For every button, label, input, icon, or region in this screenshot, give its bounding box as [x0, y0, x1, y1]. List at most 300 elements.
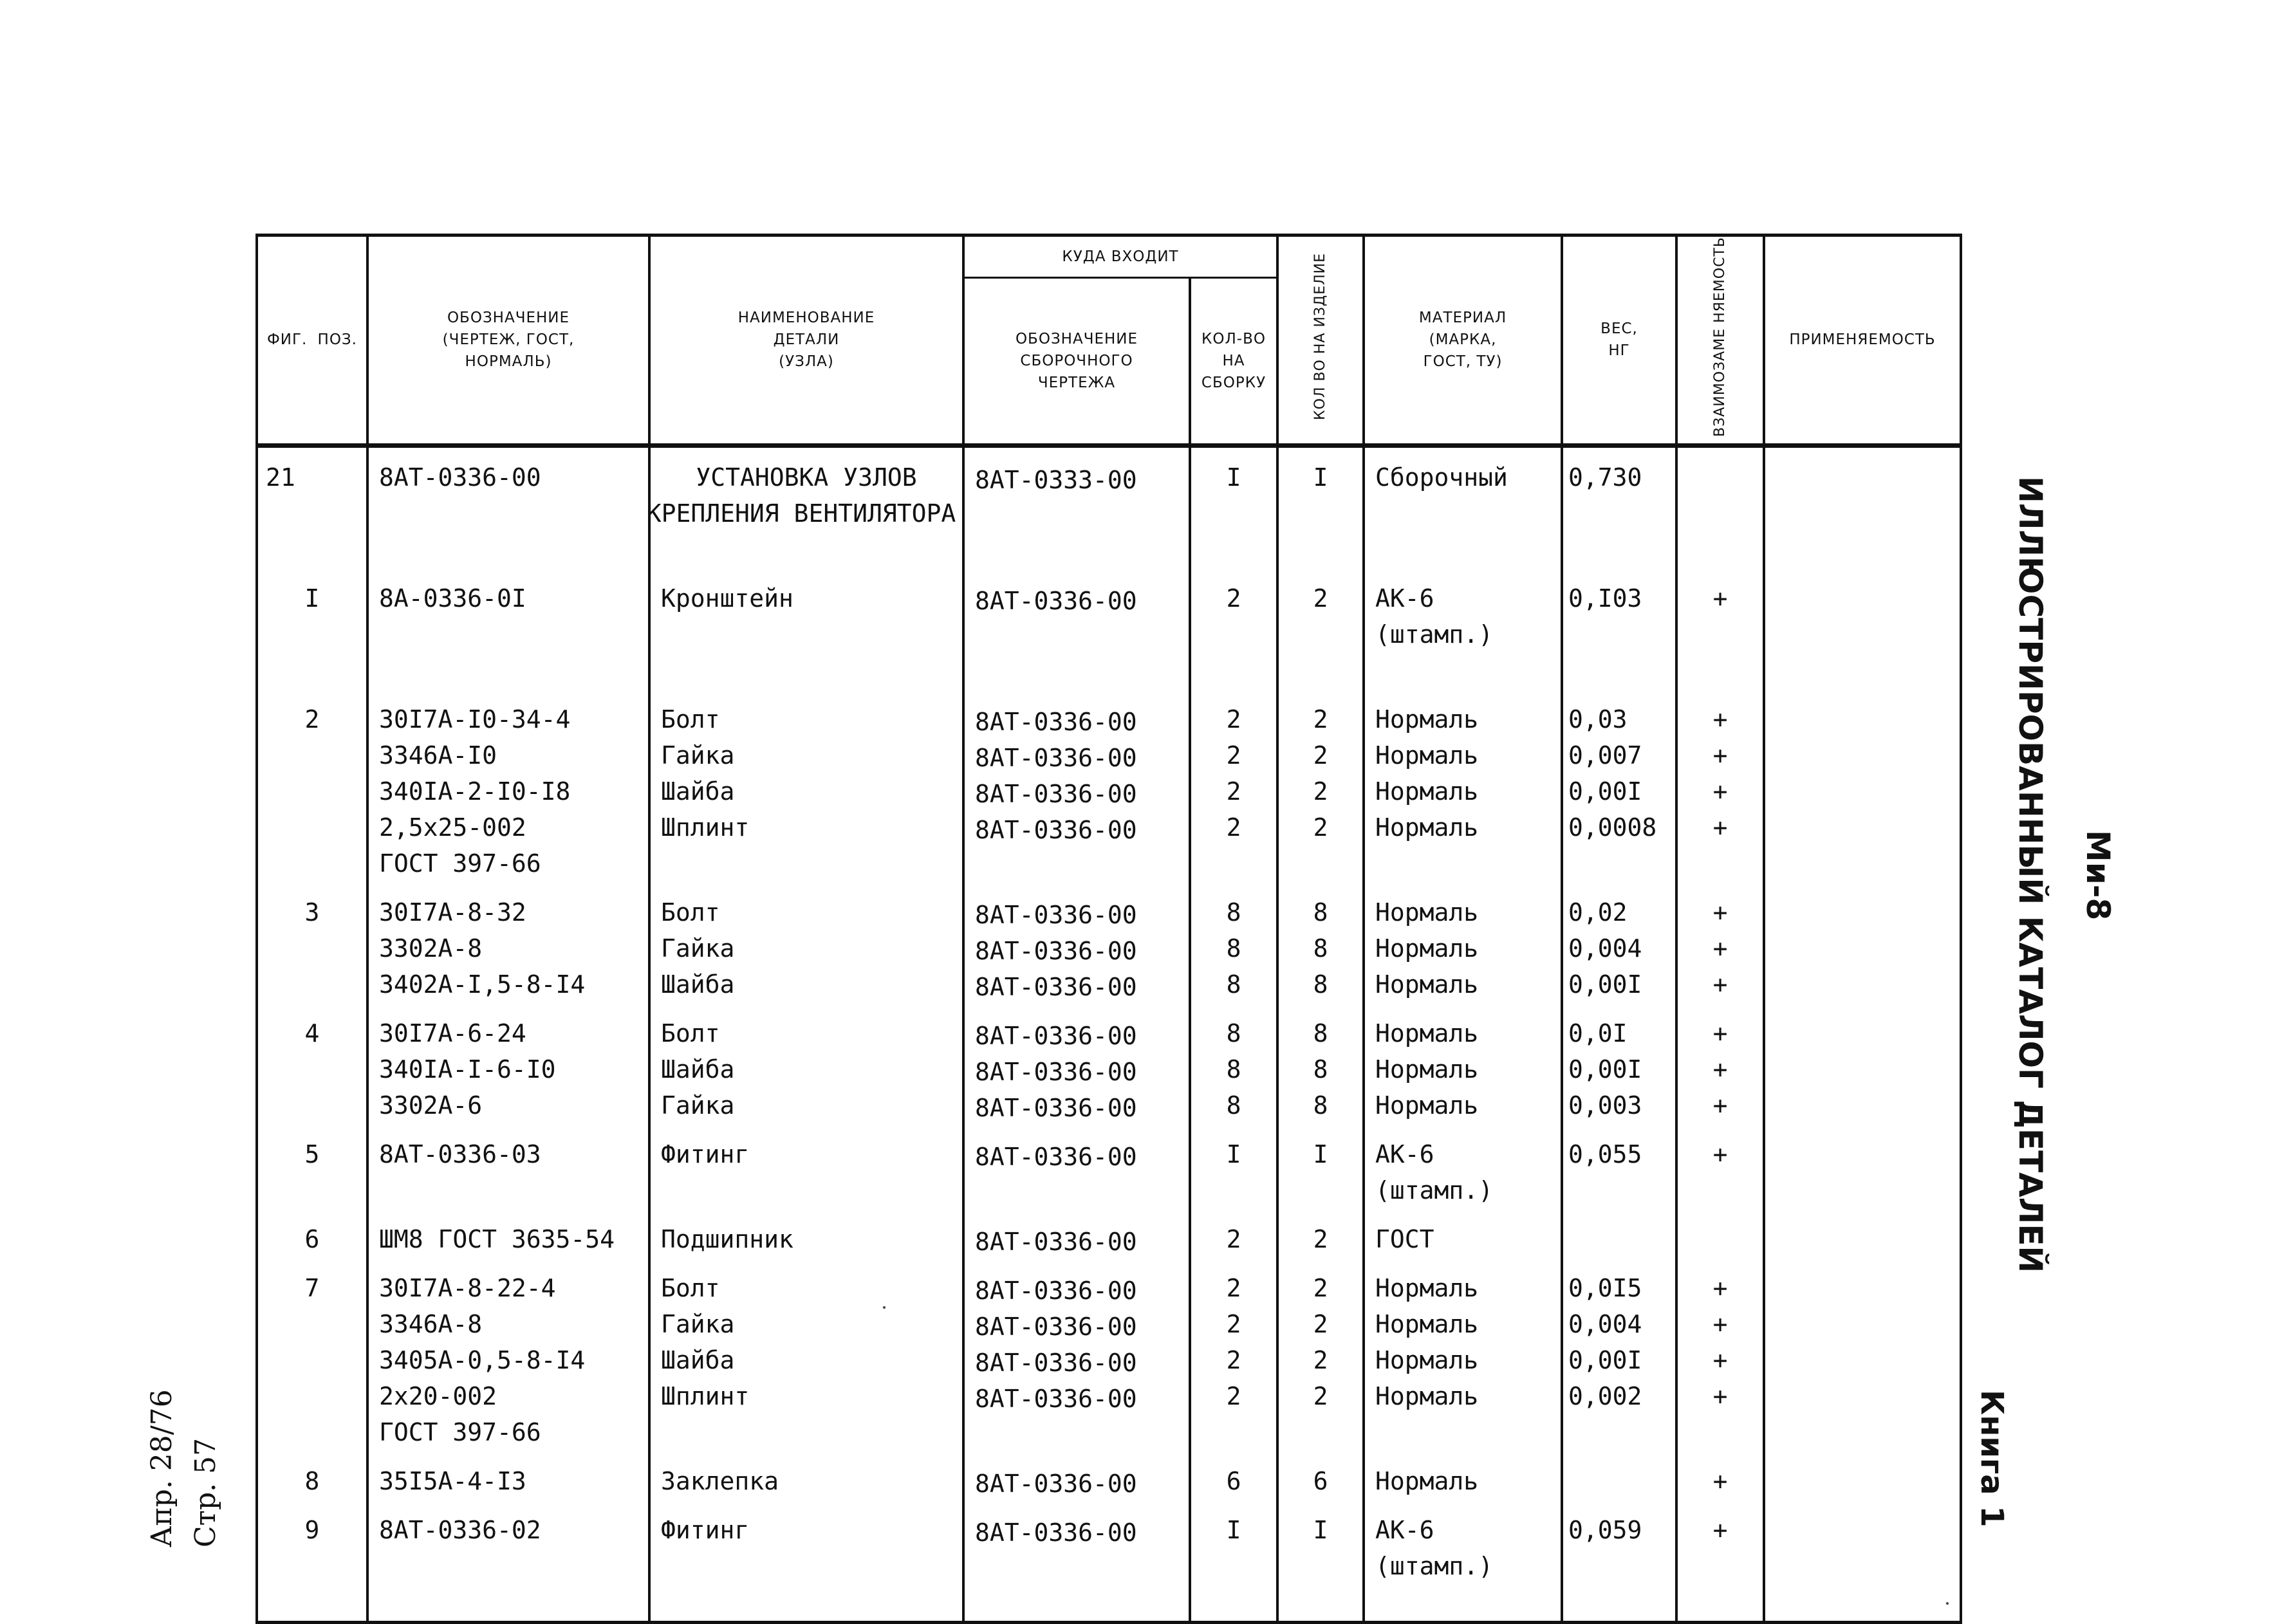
cell-line: 8АТ-0336-00 [975, 1227, 1137, 1256]
cell-line: 6 [304, 1224, 320, 1253]
cell-line [1279, 1548, 1362, 1584]
cell-line: 2 [1226, 1309, 1241, 1338]
row-gap [1279, 1450, 1362, 1463]
cell-line: Шплинт [661, 1381, 750, 1410]
row-gap [1568, 881, 1675, 894]
cell-line: 2 [1226, 1345, 1241, 1374]
header-poz: ПОЗ. [317, 331, 357, 349]
row-gap [1191, 881, 1276, 894]
cell-line [258, 1087, 366, 1123]
cell-line [1765, 1015, 1960, 1051]
header-name-line: (УЗЛА) [779, 353, 834, 371]
row-gap [1365, 567, 1561, 580]
cell-line: Нормаль [1375, 970, 1479, 999]
cell-line: I [1226, 1140, 1241, 1168]
row-gap [1678, 881, 1763, 894]
row-gap [1678, 688, 1763, 701]
cell-line: 3346А-I0 [379, 741, 497, 770]
row-gap [1191, 688, 1276, 701]
row-gap [1365, 1499, 1561, 1512]
cell-line: 8 [1313, 970, 1328, 999]
cell-line: + [1712, 898, 1728, 927]
cell-line: I [304, 584, 320, 613]
cell-line [1678, 652, 1763, 688]
row-gap [1191, 1208, 1276, 1221]
row-gap [369, 1257, 648, 1270]
cell-line [258, 1548, 366, 1584]
cell-line [1765, 1548, 1960, 1584]
row-gap [258, 1450, 366, 1463]
cell-line [1765, 845, 1960, 881]
row-gap [1678, 1499, 1763, 1512]
cell-line: 0,003 [1568, 1091, 1642, 1120]
col-weight [1562, 445, 1676, 1622]
row-gap [1365, 1002, 1561, 1015]
cell-line: 2,5x25-002 [379, 813, 526, 842]
cell-line: 8АТ-0336-00 [975, 743, 1137, 772]
cell-line: 8 [1313, 1019, 1328, 1047]
cell-line [1678, 459, 1763, 495]
cell-line: 2 [1313, 741, 1328, 770]
cell-line: Фитинг [661, 1140, 750, 1168]
cell-line: Болт [661, 898, 720, 927]
cell-line [1365, 495, 1561, 531]
cell-line: Гайка [661, 1091, 735, 1120]
cell-line: 8АТ-0336-00 [975, 972, 1137, 1001]
cell-line [965, 848, 1189, 884]
cell-line [965, 534, 1189, 570]
cell-line: 2 [1226, 777, 1241, 806]
cell-line: 0,03 [1568, 705, 1628, 734]
cell-line: 2 [1313, 1224, 1328, 1253]
row-gap [1765, 1002, 1960, 1015]
cell-line: Нормаль [1375, 777, 1479, 806]
header-name-line: НАИМЕНОВАНИЕ [737, 309, 875, 327]
cell-line [1765, 701, 1960, 737]
row-gap [369, 567, 648, 580]
header-material [1364, 235, 1562, 446]
cell-line: + [1712, 1309, 1728, 1338]
header-interchangeability [1676, 235, 1764, 446]
cell-line: 0,00I [1568, 777, 1642, 806]
cell-line: 8 [1313, 1091, 1328, 1120]
cell-line: 0,00I [1568, 1055, 1642, 1084]
row-gap [1678, 1450, 1763, 1463]
header-where-used: КУДА ВХОДИТ [963, 235, 1277, 278]
cell-line [1765, 1306, 1960, 1342]
cell-line: 8АТ-0336-00 [975, 936, 1137, 965]
book-number: Книга 1 [1974, 1390, 2010, 1527]
col-assembly [963, 445, 1190, 1622]
cell-line [1765, 531, 1960, 567]
cell-line [258, 845, 366, 881]
row-gap [1191, 1257, 1276, 1270]
header-applicability: ПРИМЕНЯЕМОСТЬ [1764, 235, 1961, 446]
cell-line [258, 1051, 366, 1087]
header-assembly-line: СБОРОЧНОГО [1020, 352, 1133, 369]
row-gap [258, 1499, 366, 1512]
col-qty-assembly [1190, 445, 1277, 1622]
cell-line [965, 1175, 1189, 1211]
cell-line [1365, 845, 1561, 881]
header-assembly-line: ЧЕРТЕЖА [1037, 374, 1116, 391]
cell-line: 0,007 [1568, 741, 1642, 770]
cell-line: 2 [1313, 1309, 1328, 1338]
cell-line: I [1226, 1515, 1241, 1544]
cell-line [651, 531, 962, 567]
cell-line [1765, 1342, 1960, 1378]
row-gap [965, 691, 1189, 704]
cell-line [1568, 1463, 1675, 1499]
header-designation [367, 235, 649, 446]
row-gap [1191, 1450, 1276, 1463]
cell-line [1568, 652, 1675, 688]
row-gap [965, 570, 1189, 583]
col-applicability [1764, 445, 1961, 1622]
cell-line [1191, 652, 1276, 688]
cell-line [258, 616, 366, 652]
cell-line: 2 [1313, 813, 1328, 842]
cell-line: + [1712, 1055, 1728, 1084]
parts-catalog-table [255, 234, 1962, 1624]
cell-line [1765, 1414, 1960, 1450]
row-gap [1568, 1123, 1675, 1136]
row-gap [1279, 1123, 1362, 1136]
row-gap [258, 1208, 366, 1221]
cell-line: 8 [1313, 934, 1328, 963]
cell-line [1765, 1051, 1960, 1087]
col-material [1364, 445, 1562, 1622]
cell-line [965, 1551, 1189, 1587]
cell-line: 2 [1226, 813, 1241, 842]
cell-line [258, 652, 366, 688]
cell-line: 8АТ-0336-00 [975, 1312, 1137, 1341]
cell-line: Шплинт [661, 813, 750, 842]
cell-line: Сборочный [1375, 463, 1508, 492]
cell-line: + [1712, 1091, 1728, 1120]
cell-line: + [1712, 741, 1728, 770]
row-gap [1765, 1208, 1960, 1221]
cell-line [1568, 531, 1675, 567]
row-gap [651, 1002, 962, 1015]
cell-line [258, 737, 366, 773]
row-gap [965, 1211, 1189, 1224]
row-gap [1279, 1002, 1362, 1015]
cell-line [258, 495, 366, 531]
cell-line: 3302А-8 [379, 934, 483, 963]
cell-line: 8АТ-0336-00 [975, 586, 1137, 615]
row-gap [651, 1123, 962, 1136]
cell-line: + [1712, 813, 1728, 842]
header-qty-assembly [1190, 278, 1277, 446]
cell-line: ШМ8 ГОСТ 3635-54 [379, 1224, 615, 1253]
row-gap [1678, 1257, 1763, 1270]
revision-date: Апр. 28/76 [145, 1389, 178, 1547]
cell-line: + [1712, 1381, 1728, 1410]
cell-line [258, 531, 366, 567]
cell-line: 0,004 [1568, 1309, 1642, 1338]
cell-line [1191, 845, 1276, 881]
cell-line: ГОСТ [1375, 1224, 1434, 1253]
cell-line: АК-6 [1375, 1140, 1434, 1168]
header-material-line: МАТЕРИАЛ [1418, 309, 1507, 327]
cell-line: 8АТ-0336-00 [975, 1093, 1137, 1122]
cell-line: Болт [661, 705, 720, 734]
row-gap [369, 688, 648, 701]
cell-line: (штамп.) [1375, 1176, 1494, 1204]
row-gap [1191, 1499, 1276, 1512]
cell-line [369, 495, 648, 531]
cell-line [1568, 845, 1675, 881]
cell-line: 0,0I5 [1568, 1273, 1642, 1302]
cell-line: КРЕПЛЕНИЯ ВЕНТИЛЯТОРА [646, 499, 956, 528]
cell-line: Нормаль [1375, 741, 1479, 770]
row-gap [1678, 1208, 1763, 1221]
row-gap [651, 1450, 962, 1463]
scan-speck [1946, 1602, 1949, 1605]
cell-line [1765, 737, 1960, 773]
row-gap [369, 1123, 648, 1136]
cell-line: 2 [304, 705, 320, 734]
cell-line [1765, 652, 1960, 688]
cell-line: Нормаль [1375, 934, 1479, 963]
cell-line [1765, 1172, 1960, 1208]
cell-line: Кронштейн [661, 584, 793, 613]
cell-line [1765, 1378, 1960, 1414]
page-number: Стр. 57 [189, 1437, 222, 1547]
cell-line [1191, 1414, 1276, 1450]
row-gap [1365, 881, 1561, 894]
row-gap [651, 881, 962, 894]
row-gap [651, 688, 962, 701]
cell-line: 8АТ-0336-00 [975, 1057, 1137, 1086]
cell-line: 0,00I [1568, 970, 1642, 999]
row-gap [1765, 1257, 1960, 1270]
cell-line: Нормаль [1375, 1091, 1479, 1120]
cell-line: 9 [304, 1515, 320, 1544]
cell-line: 0,02 [1568, 898, 1628, 927]
row-gap [1279, 1208, 1362, 1221]
row-gap [1765, 567, 1960, 580]
cell-line [1678, 616, 1763, 652]
row-gap [1191, 567, 1276, 580]
header-name-line: ДЕТАЛИ [773, 331, 840, 349]
scan-speck [883, 1306, 886, 1309]
cell-line: 8 [1313, 898, 1328, 927]
row-gap [965, 1453, 1189, 1466]
row-gap [1191, 1002, 1276, 1015]
cell-line [1765, 773, 1960, 809]
cell-line: Шайба [661, 1055, 735, 1084]
cell-line [651, 1548, 962, 1584]
cell-line: УСТАНОВКА УЗЛОВ [696, 463, 917, 492]
cell-line [1765, 495, 1960, 531]
cell-line: 3405А-0,5-8-I4 [379, 1345, 586, 1374]
cell-line: Нормаль [1375, 1381, 1479, 1410]
cell-line [1678, 1414, 1763, 1450]
cell-line [965, 1417, 1189, 1453]
cell-line: 340IА-I-6-I0 [379, 1055, 556, 1084]
cell-line [258, 1172, 366, 1208]
cell-line: 7 [304, 1273, 320, 1302]
row-gap [258, 567, 366, 580]
cell-line: 0,055 [1568, 1140, 1642, 1168]
cell-line: 8АТ-0336-00 [975, 707, 1137, 736]
cell-line: 8АТ-0336-02 [379, 1515, 541, 1544]
cell-line: 8 [304, 1466, 320, 1495]
header-qty-product-text: КОЛ ВО НА ИЗДЕЛИЕ [1312, 253, 1329, 421]
cell-line [258, 773, 366, 809]
cell-line [1765, 1463, 1960, 1499]
col-designation [367, 445, 649, 1622]
row-gap [965, 1005, 1189, 1018]
cell-line [651, 1414, 962, 1450]
row-gap [1568, 1450, 1675, 1463]
row-gap [1765, 688, 1960, 701]
cell-line: + [1712, 1515, 1728, 1544]
cell-line: Нормаль [1375, 898, 1479, 927]
row-gap [965, 1502, 1189, 1515]
cell-line [1568, 1548, 1675, 1584]
cell-line: Болт [661, 1273, 720, 1302]
cell-line [369, 616, 648, 652]
cell-line: 8АТ-0336-00 [975, 1021, 1137, 1050]
cell-line [1765, 809, 1960, 845]
row-gap [1678, 567, 1763, 580]
cell-line: + [1712, 934, 1728, 963]
header-designation-line: (ЧЕРТЕЖ, ГОСТ, [442, 331, 575, 349]
cell-line [1191, 616, 1276, 652]
cell-line: 2 [1226, 1224, 1241, 1253]
cell-line [1765, 894, 1960, 930]
row-gap [1765, 881, 1960, 894]
header-designation-line: НОРМАЛЬ) [465, 353, 552, 371]
cell-line: 2 [1226, 584, 1241, 613]
cell-line [965, 619, 1189, 655]
header-qty-assembly-line: НА [1222, 352, 1245, 369]
cell-line: 0,730 [1568, 463, 1642, 492]
cell-line [258, 966, 366, 1002]
row-gap [258, 688, 366, 701]
cell-line [1191, 1172, 1276, 1208]
row-gap [1365, 1257, 1561, 1270]
cell-line: 2x20-002 [379, 1381, 497, 1410]
cell-line: Нормаль [1375, 1273, 1479, 1302]
row-gap [1678, 1002, 1763, 1015]
cell-line: 8АТ-0336-00 [975, 1384, 1137, 1413]
cell-line: 8 [1226, 1019, 1241, 1047]
catalog-title: ИЛЛЮСТРИРОВАННЫЙ КАТАЛОГ ДЕТАЛЕЙ [2012, 476, 2049, 1273]
cell-line [965, 655, 1189, 691]
col-qty-product [1277, 445, 1364, 1622]
header-assembly-designation [963, 278, 1190, 446]
cell-line: I [1226, 463, 1241, 492]
row-gap [1279, 881, 1362, 894]
row-gap [1568, 688, 1675, 701]
cell-line: + [1712, 777, 1728, 806]
header-assembly-line: ОБОЗНАЧЕНИЕ [1015, 330, 1138, 347]
cell-line [258, 930, 366, 966]
cell-line [1678, 845, 1763, 881]
cell-line: АК-6 [1375, 584, 1434, 613]
cell-line: 8АТ-0336-03 [379, 1140, 541, 1168]
cell-line [1765, 1087, 1960, 1123]
row-gap [1279, 1257, 1362, 1270]
cell-line: 2 [1226, 705, 1241, 734]
aircraft-model: Ми-8 [2079, 830, 2117, 921]
cell-line: + [1712, 1019, 1728, 1047]
cell-line [1678, 1172, 1763, 1208]
cell-line: 3346А-8 [379, 1309, 483, 1338]
row-gap [1191, 1123, 1276, 1136]
cell-line: Болт [661, 1019, 720, 1047]
header-name [649, 235, 963, 446]
cell-line: 6 [1226, 1466, 1241, 1495]
cell-line: 0,0I [1568, 1019, 1628, 1047]
row-gap [1765, 1123, 1960, 1136]
row-gap [1678, 1123, 1763, 1136]
cell-line: 0,0008 [1568, 813, 1657, 842]
cell-line: 0,00I [1568, 1345, 1642, 1374]
cell-line [1765, 966, 1960, 1002]
row-gap [1568, 1499, 1675, 1512]
cell-line [1678, 495, 1763, 531]
col-fig-poz [257, 445, 367, 1622]
cell-line: + [1712, 705, 1728, 734]
cell-line: 0,002 [1568, 1381, 1642, 1410]
cell-line [1765, 1221, 1960, 1257]
cell-line: Нормаль [1375, 705, 1479, 734]
cell-line [1765, 616, 1960, 652]
header-weight-line: НГ [1608, 342, 1630, 360]
header-fig-poz [257, 235, 367, 446]
cell-line [369, 1548, 648, 1584]
cell-line [1279, 495, 1362, 531]
cell-line: 35I5А-4-I3 [379, 1466, 526, 1495]
cell-line: 8АТ-0336-00 [975, 1276, 1137, 1305]
cell-line: Фитинг [661, 1515, 750, 1544]
cell-line: + [1712, 584, 1728, 613]
cell-line: Гайка [661, 1309, 735, 1338]
cell-line: I [1313, 463, 1328, 492]
cell-line: 8 [1226, 970, 1241, 999]
row-gap [1568, 567, 1675, 580]
cell-line: Нормаль [1375, 813, 1479, 842]
cell-line: 3302А-6 [379, 1091, 483, 1120]
cell-line: 8 [1313, 1055, 1328, 1084]
cell-line [258, 1378, 366, 1414]
cell-line [1279, 531, 1362, 567]
cell-line [1765, 1512, 1960, 1548]
cell-line: Заклепка [661, 1466, 779, 1495]
cell-line [1678, 531, 1763, 567]
cell-line: 8АТ-0336-00 [975, 1518, 1137, 1547]
row-gap [1279, 688, 1362, 701]
cell-line [1365, 652, 1561, 688]
row-gap [258, 1257, 366, 1270]
cell-line: Нормаль [1375, 1309, 1479, 1338]
row-gap [651, 1208, 962, 1221]
cell-line [1191, 1548, 1276, 1584]
row-gap [1365, 688, 1561, 701]
cell-line: АК-6 [1375, 1515, 1434, 1544]
cell-line [1568, 616, 1675, 652]
table-header [257, 235, 1961, 446]
row-gap [369, 881, 648, 894]
cell-line: Шайба [661, 1345, 735, 1374]
cell-line [1191, 531, 1276, 567]
cell-line: 8АТ-0336-00 [975, 900, 1137, 929]
